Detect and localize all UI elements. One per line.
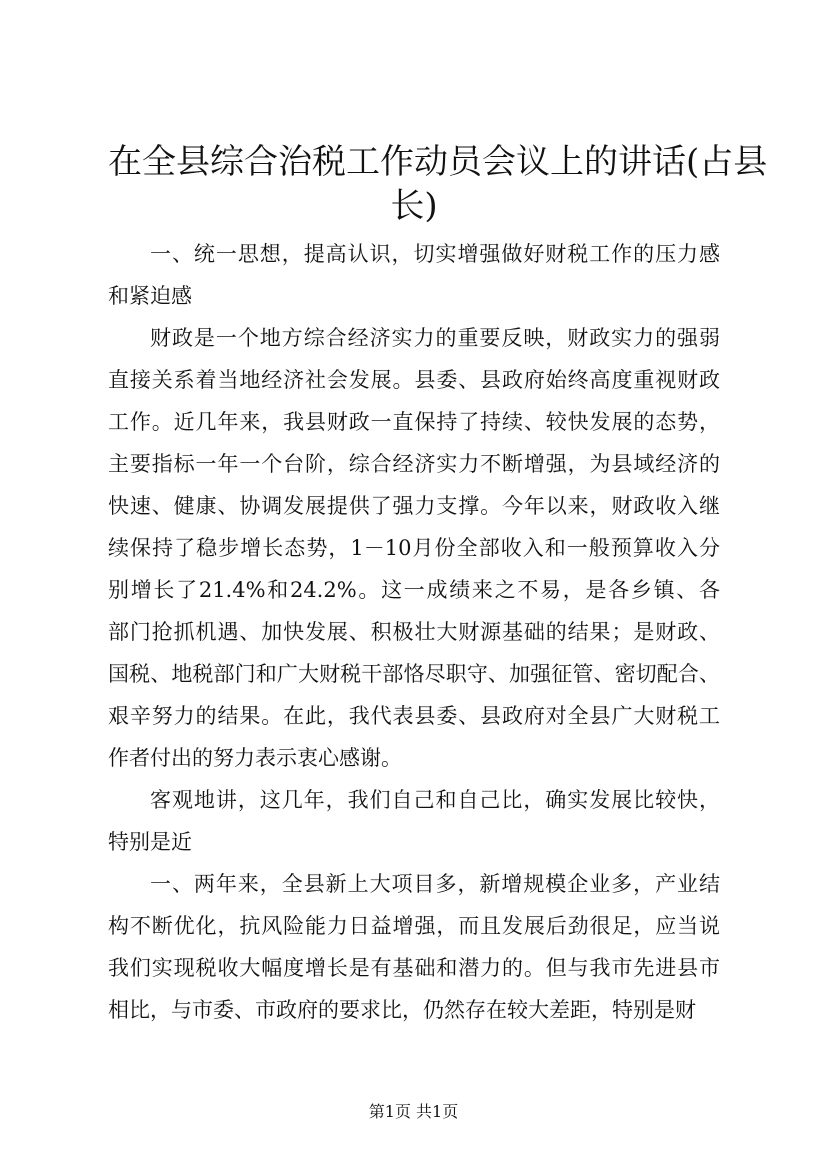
paragraph-line: 艰辛努力的结果。在此，我代表县委、县政府对全县广大财税工 bbox=[108, 704, 720, 728]
title-line: 在全县综合治税工作动员会议上的讲话(占县 bbox=[108, 142, 768, 182]
paragraph bbox=[108, 863, 720, 1031]
paragraph-line: 国税、地税部门和广大财税干部恪尽职守、加强征管、密切配合、 bbox=[108, 662, 720, 686]
paragraph-line: 部门抢抓机遇、加快发展、积极壮大财源基础的结果；是财政、 bbox=[108, 620, 720, 644]
paragraph-line: 构不断优化，抗风险能力日益增强，而且发展后劲很足，应当说 bbox=[108, 914, 720, 938]
paragraph-heading bbox=[108, 233, 720, 317]
paragraph-line: 续保持了稳步增长态势，1－10月份全部收入和一般预算收入分 bbox=[108, 536, 720, 560]
page-footer: 第1页 共1页 bbox=[368, 1102, 459, 1121]
paragraph-line: 直接关系着当地经济社会发展。县委、县政府始终高度重视财政 bbox=[108, 368, 720, 392]
paragraph bbox=[108, 317, 720, 779]
document-body bbox=[108, 233, 720, 1031]
paragraph-line: 快速、健康、协调发展提供了强力支撑。今年以来，财政收入继 bbox=[108, 494, 720, 518]
paragraph-line: 工作。近几年来，我县财政一直保持了持续、较快发展的态势， bbox=[108, 410, 720, 434]
paragraph-line: 别增长了21.4%和24.2%。这一成绩来之不易，是各乡镇、各 bbox=[108, 578, 720, 602]
paragraph-line: 特别是近 bbox=[108, 830, 192, 854]
paragraph-line: 作者付出的努力表示衷心感谢。 bbox=[108, 746, 402, 770]
paragraph-line: 相比，与市委、市政府的要求比，仍然存在较大差距，特别是财 bbox=[108, 998, 696, 1022]
title-line: 长) bbox=[390, 186, 438, 226]
paragraph-line: 和紧迫感 bbox=[108, 284, 192, 308]
paragraph bbox=[108, 779, 720, 863]
document-title bbox=[108, 140, 768, 228]
paragraph-line: 一、两年来，全县新上大项目多，新增规模企业多，产业结 bbox=[150, 872, 720, 896]
paragraph-line: 财政是一个地方综合经济实力的重要反映，财政实力的强弱 bbox=[150, 326, 720, 350]
paragraph-line: 我们实现税收大幅度增长是有基础和潜力的。但与我市先进县市 bbox=[108, 956, 720, 980]
paragraph-line: 一、统一思想，提高认识，切实增强做好财税工作的压力感 bbox=[150, 242, 720, 266]
paragraph-line: 主要指标一年一个台阶，综合经济实力不断增强，为县域经济的 bbox=[108, 452, 720, 476]
paragraph-line: 客观地讲，这几年，我们自己和自己比，确实发展比较快， bbox=[150, 788, 720, 812]
